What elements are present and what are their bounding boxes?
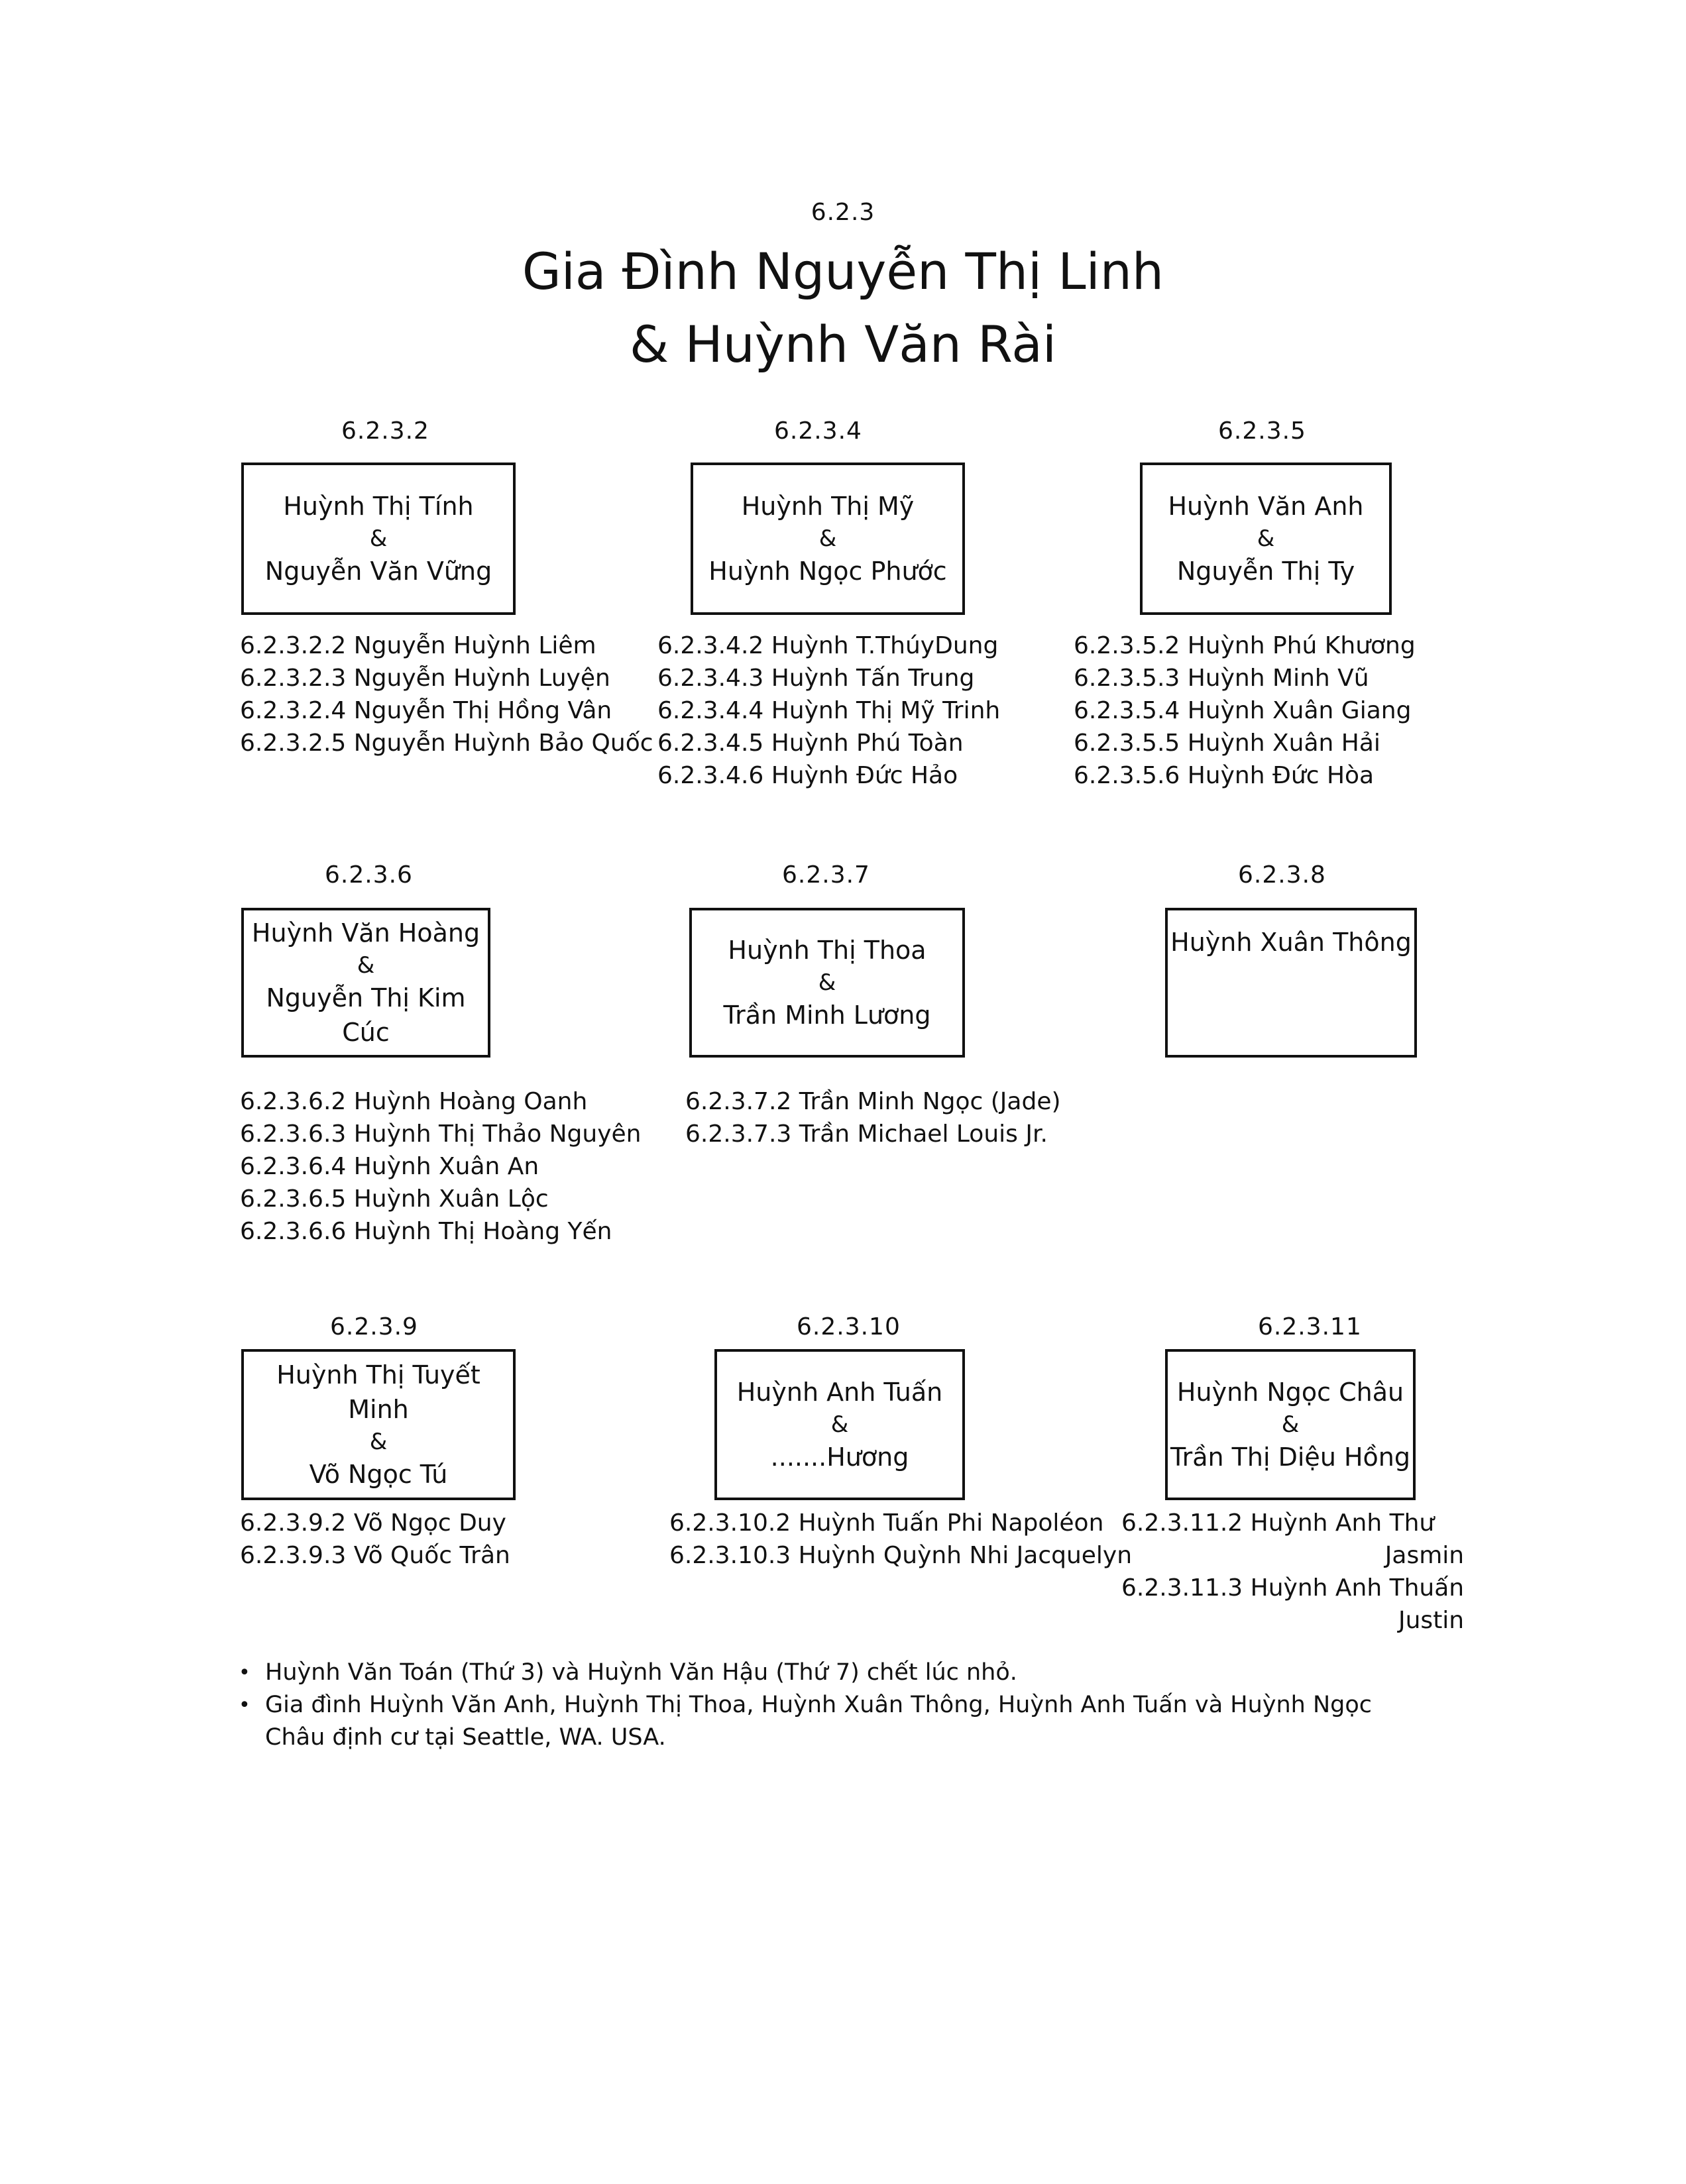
page-title-line-1: Gia Đình Nguyễn Thị Linh: [522, 242, 1164, 301]
children-list: [240, 1085, 641, 1248]
page-number: 6.2.3: [811, 199, 875, 226]
family-box: [1165, 1349, 1416, 1500]
family-box: [691, 463, 965, 615]
child-entry: 6.2.3.5.4 Huỳnh Xuân Giang: [1074, 697, 1412, 724]
child-entry: 6.2.3.11.2 Huỳnh Anh Thư: [1121, 1509, 1435, 1537]
ampersand: &: [369, 1429, 388, 1455]
bullet-icon: •: [239, 1661, 251, 1684]
family-id: 6.2.3.6: [325, 861, 413, 889]
child-entry: 6.2.3.2.5 Nguyễn Huỳnh Bảo Quốc: [240, 730, 653, 757]
child-entry: 6.2.3.5.5 Huỳnh Xuân Hải: [1074, 730, 1380, 757]
footnote: [239, 1689, 1432, 1754]
child-entry: 6.2.3.7.2 Trần Minh Ngọc (Jade): [685, 1088, 1061, 1115]
ampersand: &: [818, 525, 837, 552]
child-entry: 6.2.3.4.6 Huỳnh Đức Hảo: [657, 762, 958, 789]
family-id: 6.2.3.7: [782, 861, 870, 889]
spouse-name: Huỳnh Thị Thoa: [728, 936, 927, 965]
child-entry: 6.2.3.4.5 Huỳnh Phú Toàn: [657, 730, 964, 757]
child-entry: 6.2.3.2.4 Nguyễn Thị Hồng Vân: [240, 697, 612, 724]
children-list: [685, 1085, 1061, 1150]
ampersand: &: [1281, 1411, 1300, 1438]
page-title-line-2: & Huỳnh Văn Rài: [630, 315, 1056, 374]
family-box: [714, 1349, 965, 1500]
spouse-name: Huỳnh Ngọc Châu: [1176, 1378, 1404, 1407]
bullet-icon: •: [239, 1694, 251, 1717]
child-entry: 6.2.3.5.6 Huỳnh Đức Hòa: [1074, 762, 1375, 789]
child-entry: 6.2.3.9.3 Võ Quốc Trân: [240, 1542, 510, 1569]
spouse-name: Nguyễn Thị Kim Cúc: [266, 983, 466, 1047]
child-entry: 6.2.3.6.6 Huỳnh Thị Hoàng Yến: [240, 1218, 612, 1245]
spouse-name: Huỳnh Văn Hoàng: [251, 918, 480, 948]
child-entry: 6.2.3.4.2 Huỳnh T.ThúyDung: [657, 632, 999, 659]
child-entry: 6.2.3.9.2 Võ Ngọc Duy: [240, 1509, 506, 1537]
footnote: [239, 1657, 1432, 1689]
child-entry: 6.2.3.10.3 Huỳnh Quỳnh Nhi Jacquelyn: [669, 1542, 1133, 1569]
child-english-name: Justin: [1398, 1607, 1465, 1634]
ampersand: &: [357, 952, 375, 979]
spouse-name: Huỳnh Anh Tuấn: [736, 1378, 943, 1407]
footnotes: [239, 1657, 1432, 1754]
spouse-name: Huỳnh Thị Tính: [283, 492, 474, 521]
children-list: [1074, 629, 1416, 792]
spouse-name: Nguyễn Thị Ty: [1176, 557, 1355, 586]
children-list: [240, 629, 653, 759]
family-box: [1165, 908, 1417, 1058]
child-entry: 6.2.3.4.3 Huỳnh Tấn Trung: [657, 665, 975, 692]
ampersand: &: [830, 1411, 849, 1438]
footnote-text: Huỳnh Văn Toán (Thứ 3) và Huỳnh Văn Hậu (Thứ 7) chết lúc nhỏ.: [265, 1659, 1017, 1686]
child-entry: 6.2.3.5.3 Huỳnh Minh Vũ: [1074, 665, 1369, 692]
family-box: [1140, 463, 1392, 615]
person-name: Huỳnh Xuân Thông: [1170, 928, 1412, 957]
family-box: [689, 908, 965, 1058]
child-entry: 6.2.3.7.3 Trần Michael Louis Jr.: [685, 1120, 1048, 1148]
ampersand: &: [1257, 525, 1275, 552]
spouse-name: Huỳnh Văn Anh: [1168, 492, 1364, 521]
child-entry: 6.2.3.6.4 Huỳnh Xuân An: [240, 1153, 539, 1180]
family-box: [241, 463, 516, 615]
child-entry: 6.2.3.4.4 Huỳnh Thị Mỹ Trinh: [657, 697, 1001, 724]
spouse-name: .......Hương: [770, 1443, 909, 1472]
family-box: [241, 908, 490, 1058]
family-box: [241, 1349, 516, 1500]
children-list: [669, 1507, 1132, 1572]
spouse-name: Huỳnh Thị Tuyết Minh: [276, 1360, 480, 1424]
spouse-name: Trần Minh Lương: [723, 1001, 931, 1030]
child-entry: 6.2.3.2.2 Nguyễn Huỳnh Liêm: [240, 632, 596, 659]
child-entry: 6.2.3.10.2 Huỳnh Tuấn Phi Napoléon: [669, 1509, 1104, 1537]
child-entry: 6.2.3.6.2 Huỳnh Hoàng Oanh: [240, 1088, 588, 1115]
children-list: [240, 1507, 510, 1572]
family-id: 6.2.3.8: [1238, 861, 1326, 889]
family-id: 6.2.3.5: [1218, 417, 1306, 445]
family-id: 6.2.3.9: [330, 1313, 418, 1340]
family-id: 6.2.3.4: [774, 417, 862, 445]
child-english-name: Jasmin: [1384, 1542, 1465, 1569]
footnote-text: Gia đình Huỳnh Văn Anh, Huỳnh Thị Thoa, Huỳnh Xuân Thông, Huỳnh Anh Tuấn và Huỳnh Ngọc Châu định cư tại Seattle, WA. USA.: [265, 1692, 1373, 1751]
spouse-name: Nguyễn Văn Vững: [264, 557, 492, 586]
spouse-name: Huỳnh Ngọc Phước: [708, 557, 947, 586]
family-id: 6.2.3.2: [341, 417, 429, 445]
child-entry: 6.2.3.2.3 Nguyễn Huỳnh Luyện: [240, 665, 610, 692]
spouse-name: Huỳnh Thị Mỹ: [741, 492, 915, 521]
child-entry: 6.2.3.5.2 Huỳnh Phú Khương: [1074, 632, 1416, 659]
child-entry: 6.2.3.6.5 Huỳnh Xuân Lộc: [240, 1185, 549, 1213]
spouse-name: Võ Ngọc Tú: [309, 1460, 448, 1489]
child-entry: 6.2.3.6.3 Huỳnh Thị Thảo Nguyên: [240, 1120, 642, 1148]
spouse-name: Trần Thị Diệu Hồng: [1170, 1443, 1411, 1472]
child-entry: 6.2.3.11.3 Huỳnh Anh Thuấn: [1121, 1574, 1465, 1602]
children-list: [1121, 1507, 1464, 1637]
ampersand: &: [369, 525, 388, 552]
family-id: 6.2.3.10: [797, 1313, 901, 1340]
children-list: [657, 629, 1000, 792]
family-id: 6.2.3.11: [1258, 1313, 1362, 1340]
ampersand: &: [818, 969, 836, 996]
